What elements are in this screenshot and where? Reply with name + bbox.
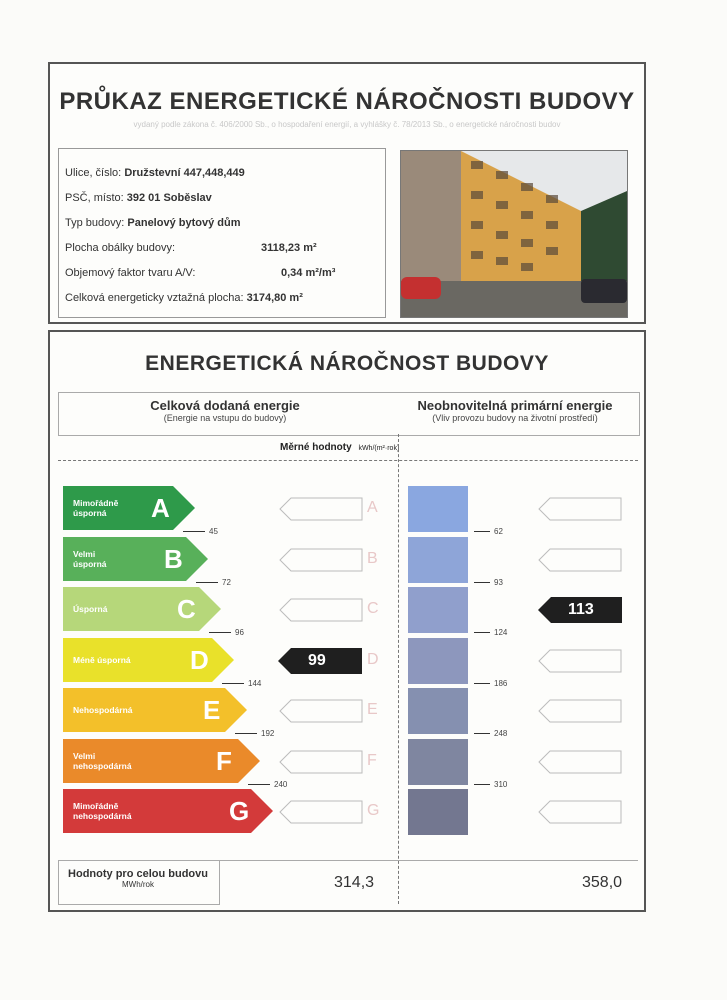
delivered-energy-slot xyxy=(279,699,363,728)
class-letter: E xyxy=(203,695,221,725)
primary-energy-slot xyxy=(538,649,622,678)
class-threshold-tick xyxy=(196,578,231,587)
class-label: Velmi nehospodárná xyxy=(73,750,132,771)
primary-threshold-value: 310 xyxy=(494,779,508,789)
footer-label xyxy=(58,868,218,889)
primary-threshold-value: 62 xyxy=(494,527,503,536)
primary-energy-marker xyxy=(538,597,622,623)
class-letter: F xyxy=(216,745,232,776)
primary-threshold-value: 186 xyxy=(494,678,508,688)
type-label: Typ budovy: xyxy=(65,217,125,229)
primary-threshold-tick xyxy=(474,729,507,738)
class-threshold-tick xyxy=(183,527,218,536)
primary-scale-block xyxy=(408,587,468,633)
class-threshold-value: 240 xyxy=(274,779,288,789)
left-header-sub: (Energie na vstupu do budovy) xyxy=(163,413,287,423)
ghost-class-letter: A xyxy=(367,499,378,516)
delivered-energy-slot xyxy=(279,497,363,526)
left-header xyxy=(58,398,392,423)
column-divider xyxy=(398,434,399,904)
class-arrow-d xyxy=(63,638,234,682)
primary-threshold-tick xyxy=(474,628,507,637)
class-letter: B xyxy=(164,543,183,574)
zip-row xyxy=(65,192,212,204)
footer-label-text: Hodnoty pro celou budovu xyxy=(68,868,208,880)
ref-area-value: 3174,80 m² xyxy=(246,292,303,304)
delivered-energy-slot xyxy=(279,598,363,627)
area-value: 3118,23 m² xyxy=(261,242,317,254)
primary-threshold-tick xyxy=(474,578,503,587)
right-header xyxy=(392,398,638,423)
primary-threshold-tick xyxy=(474,780,507,789)
type-row xyxy=(65,217,240,229)
class-arrow-g xyxy=(63,789,273,833)
ref-area-label: Celková energeticky vztažná plocha: xyxy=(65,292,244,304)
class-letter: C xyxy=(177,594,196,624)
class-threshold-value: 144 xyxy=(248,678,262,688)
type-value: Panelový bytový dům xyxy=(127,217,241,229)
class-label: Mimořádně úsporná xyxy=(73,498,119,518)
class-letter: G xyxy=(229,796,250,826)
zip-label: PSČ, místo: xyxy=(65,192,124,204)
unit-divider xyxy=(58,460,638,461)
primary-energy-slot xyxy=(538,800,622,829)
primary-scale-block xyxy=(408,486,468,532)
section-title: ENERGETICKÁ NÁROČNOST BUDOVY xyxy=(145,352,549,375)
street-row xyxy=(65,167,245,179)
delivered-energy-slot xyxy=(279,750,363,779)
street-label: Ulice, číslo: xyxy=(65,167,122,179)
document-title: PRŮKAZ ENERGETICKÉ NÁROČNOSTI BUDOVY xyxy=(59,88,635,115)
class-label: Mimořádně nehospodárná xyxy=(73,801,132,821)
class-letter: A xyxy=(151,493,170,523)
primary-scale-block xyxy=(408,739,468,785)
primary-energy-slot xyxy=(538,750,622,779)
class-arrow-b xyxy=(63,537,208,581)
delivered-energy-slot xyxy=(279,548,363,577)
class-threshold-tick xyxy=(235,729,274,738)
primary-threshold-value: 124 xyxy=(494,628,508,637)
class-threshold-value: 192 xyxy=(261,729,275,738)
primary-threshold-value: 248 xyxy=(494,729,508,738)
right-header-sub: (Vliv provozu budovy na životní prostředí) xyxy=(432,413,598,423)
class-threshold-tick xyxy=(248,780,287,789)
primary-threshold-tick xyxy=(474,527,503,536)
delivered-energy-marker-value: 99 xyxy=(308,651,326,669)
primary-scale-block xyxy=(408,789,468,835)
class-label: Nehospodárná xyxy=(73,705,133,715)
right-header-title: Neobnovitelná primární energie xyxy=(417,398,613,413)
class-label: Velmi úsporná xyxy=(73,548,107,569)
primary-scale-block xyxy=(408,638,468,684)
primary-scale-block xyxy=(408,537,468,583)
ghost-class-letter: C xyxy=(367,600,379,617)
class-arrow-a xyxy=(63,486,195,530)
header-box xyxy=(48,62,646,324)
factor-label: Objemový faktor tvaru A/V: xyxy=(65,267,196,279)
primary-energy-slot xyxy=(538,699,622,728)
primary-energy-slot xyxy=(538,548,622,577)
primary-energy-marker-value: 113 xyxy=(568,601,594,618)
delivered-energy-slot xyxy=(279,800,363,829)
left-header-title: Celková dodaná energie xyxy=(150,398,300,413)
document-subtitle: vydaný podle zákona č. 406/2000 Sb., o hospodaření energií, a vyhlášky č. 78/2013 Sb., o energetické náročnosti budov xyxy=(133,120,561,129)
primary-threshold-tick xyxy=(474,679,507,688)
class-arrow-f xyxy=(63,739,260,783)
zip-value: 392 01 Soběslav xyxy=(126,192,212,204)
factor-value: 0,34 m²/m³ xyxy=(281,267,336,279)
ref-area-row xyxy=(65,292,303,304)
unit-title: Měrné hodnoty xyxy=(280,442,352,453)
unit-row xyxy=(280,442,399,453)
delivered-energy-marker xyxy=(278,648,362,674)
footer-left-value: 314,3 xyxy=(334,874,375,891)
class-threshold-value: 96 xyxy=(235,628,244,637)
ghost-class-letter: E xyxy=(367,701,378,718)
ghost-class-letter: G xyxy=(367,802,380,819)
ghost-class-letter: F xyxy=(367,751,377,769)
class-label: Méně úsporná xyxy=(73,654,131,665)
class-arrow-e xyxy=(63,688,247,732)
footer-right-value: 358,0 xyxy=(582,874,623,891)
ghost-class-letter: D xyxy=(367,650,379,668)
primary-energy-slot xyxy=(538,497,622,526)
class-threshold-value: 72 xyxy=(222,577,231,587)
ghost-class-letter: B xyxy=(367,549,378,567)
primary-threshold-value: 93 xyxy=(494,577,503,587)
street-value: Družstevní 447,448,449 xyxy=(124,167,245,179)
unit-text: kWh/(m²·rok) xyxy=(358,445,400,452)
class-letter: D xyxy=(190,644,209,675)
class-arrow-c xyxy=(63,587,221,631)
footer-unit: MWh/rok xyxy=(122,880,154,889)
building-photo-image xyxy=(401,151,627,317)
info-panel xyxy=(58,148,386,318)
class-threshold-tick xyxy=(209,628,244,637)
class-label: Úsporná xyxy=(73,604,108,614)
class-threshold-tick xyxy=(222,679,261,688)
class-threshold-value: 45 xyxy=(209,527,218,536)
area-label: Plocha obálky budovy: xyxy=(65,242,176,254)
building-photo xyxy=(400,150,628,318)
primary-scale-block xyxy=(408,688,468,734)
